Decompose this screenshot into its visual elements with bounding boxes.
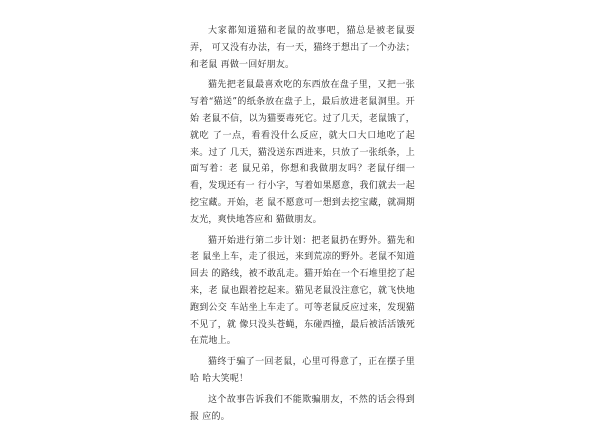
paragraph-5: 这个故事告诉我们不能欺骗朋友，不然的话会得到报 应的。: [190, 394, 415, 422]
story-text: [190, 23, 415, 429]
paragraph-1: 大家都知道猫和老鼠的故事吧，猫总是被老鼠耍弄， 可又没有办法，有一天，猫终于想出了一个办法；和老鼠 再做一回好朋友。: [190, 26, 415, 70]
paragraph-4: 猫终于骗了一回老鼠，心里可得意了，正在摆子里哈 哈大笑呢！: [190, 357, 415, 384]
paragraph-3: 猫开始进行第二步计划：把老鼠扔在野外。猫先和老 鼠坐上车，走了很远，来到荒凉的野外。老鼠不知道回去 的路线，被不敢乱走。猫开始在一个石堆里挖了起来，老 鼠也跟着挖起来。猫见老鼠没注意它，就飞快地跑到公交 车站坐上车走了。可等老鼠反应过来，发现猫不见了，就 像只没头苍蝇，东碰西撞，最后被活活饿死在荒地上。: [190, 235, 415, 347]
paragraph-2: 猫先把老鼠最喜欢吃的东西放在盘子里，又把一张写着“猫送”的纸条放在盘子上，最后放进老鼠洞里。开始 老鼠不信，以为猫要毒死它。过了几天，老鼠饿了，就吃 了一点，看看没什么反应，就大口大口地吃了起来。过了 几天，猫没送东西进来，只放了一张纸条，上面写着：老 鼠兄弟，你想和我做朋友吗？老鼠仔细一看，发现还有一 行小字，写着如果愿意，我们就去一起挖宝藏。开始，老 鼠不愿意可一想到去挖宝藏，就凋期友光，爽快地答应和 猫做朋友。: [190, 80, 415, 225]
